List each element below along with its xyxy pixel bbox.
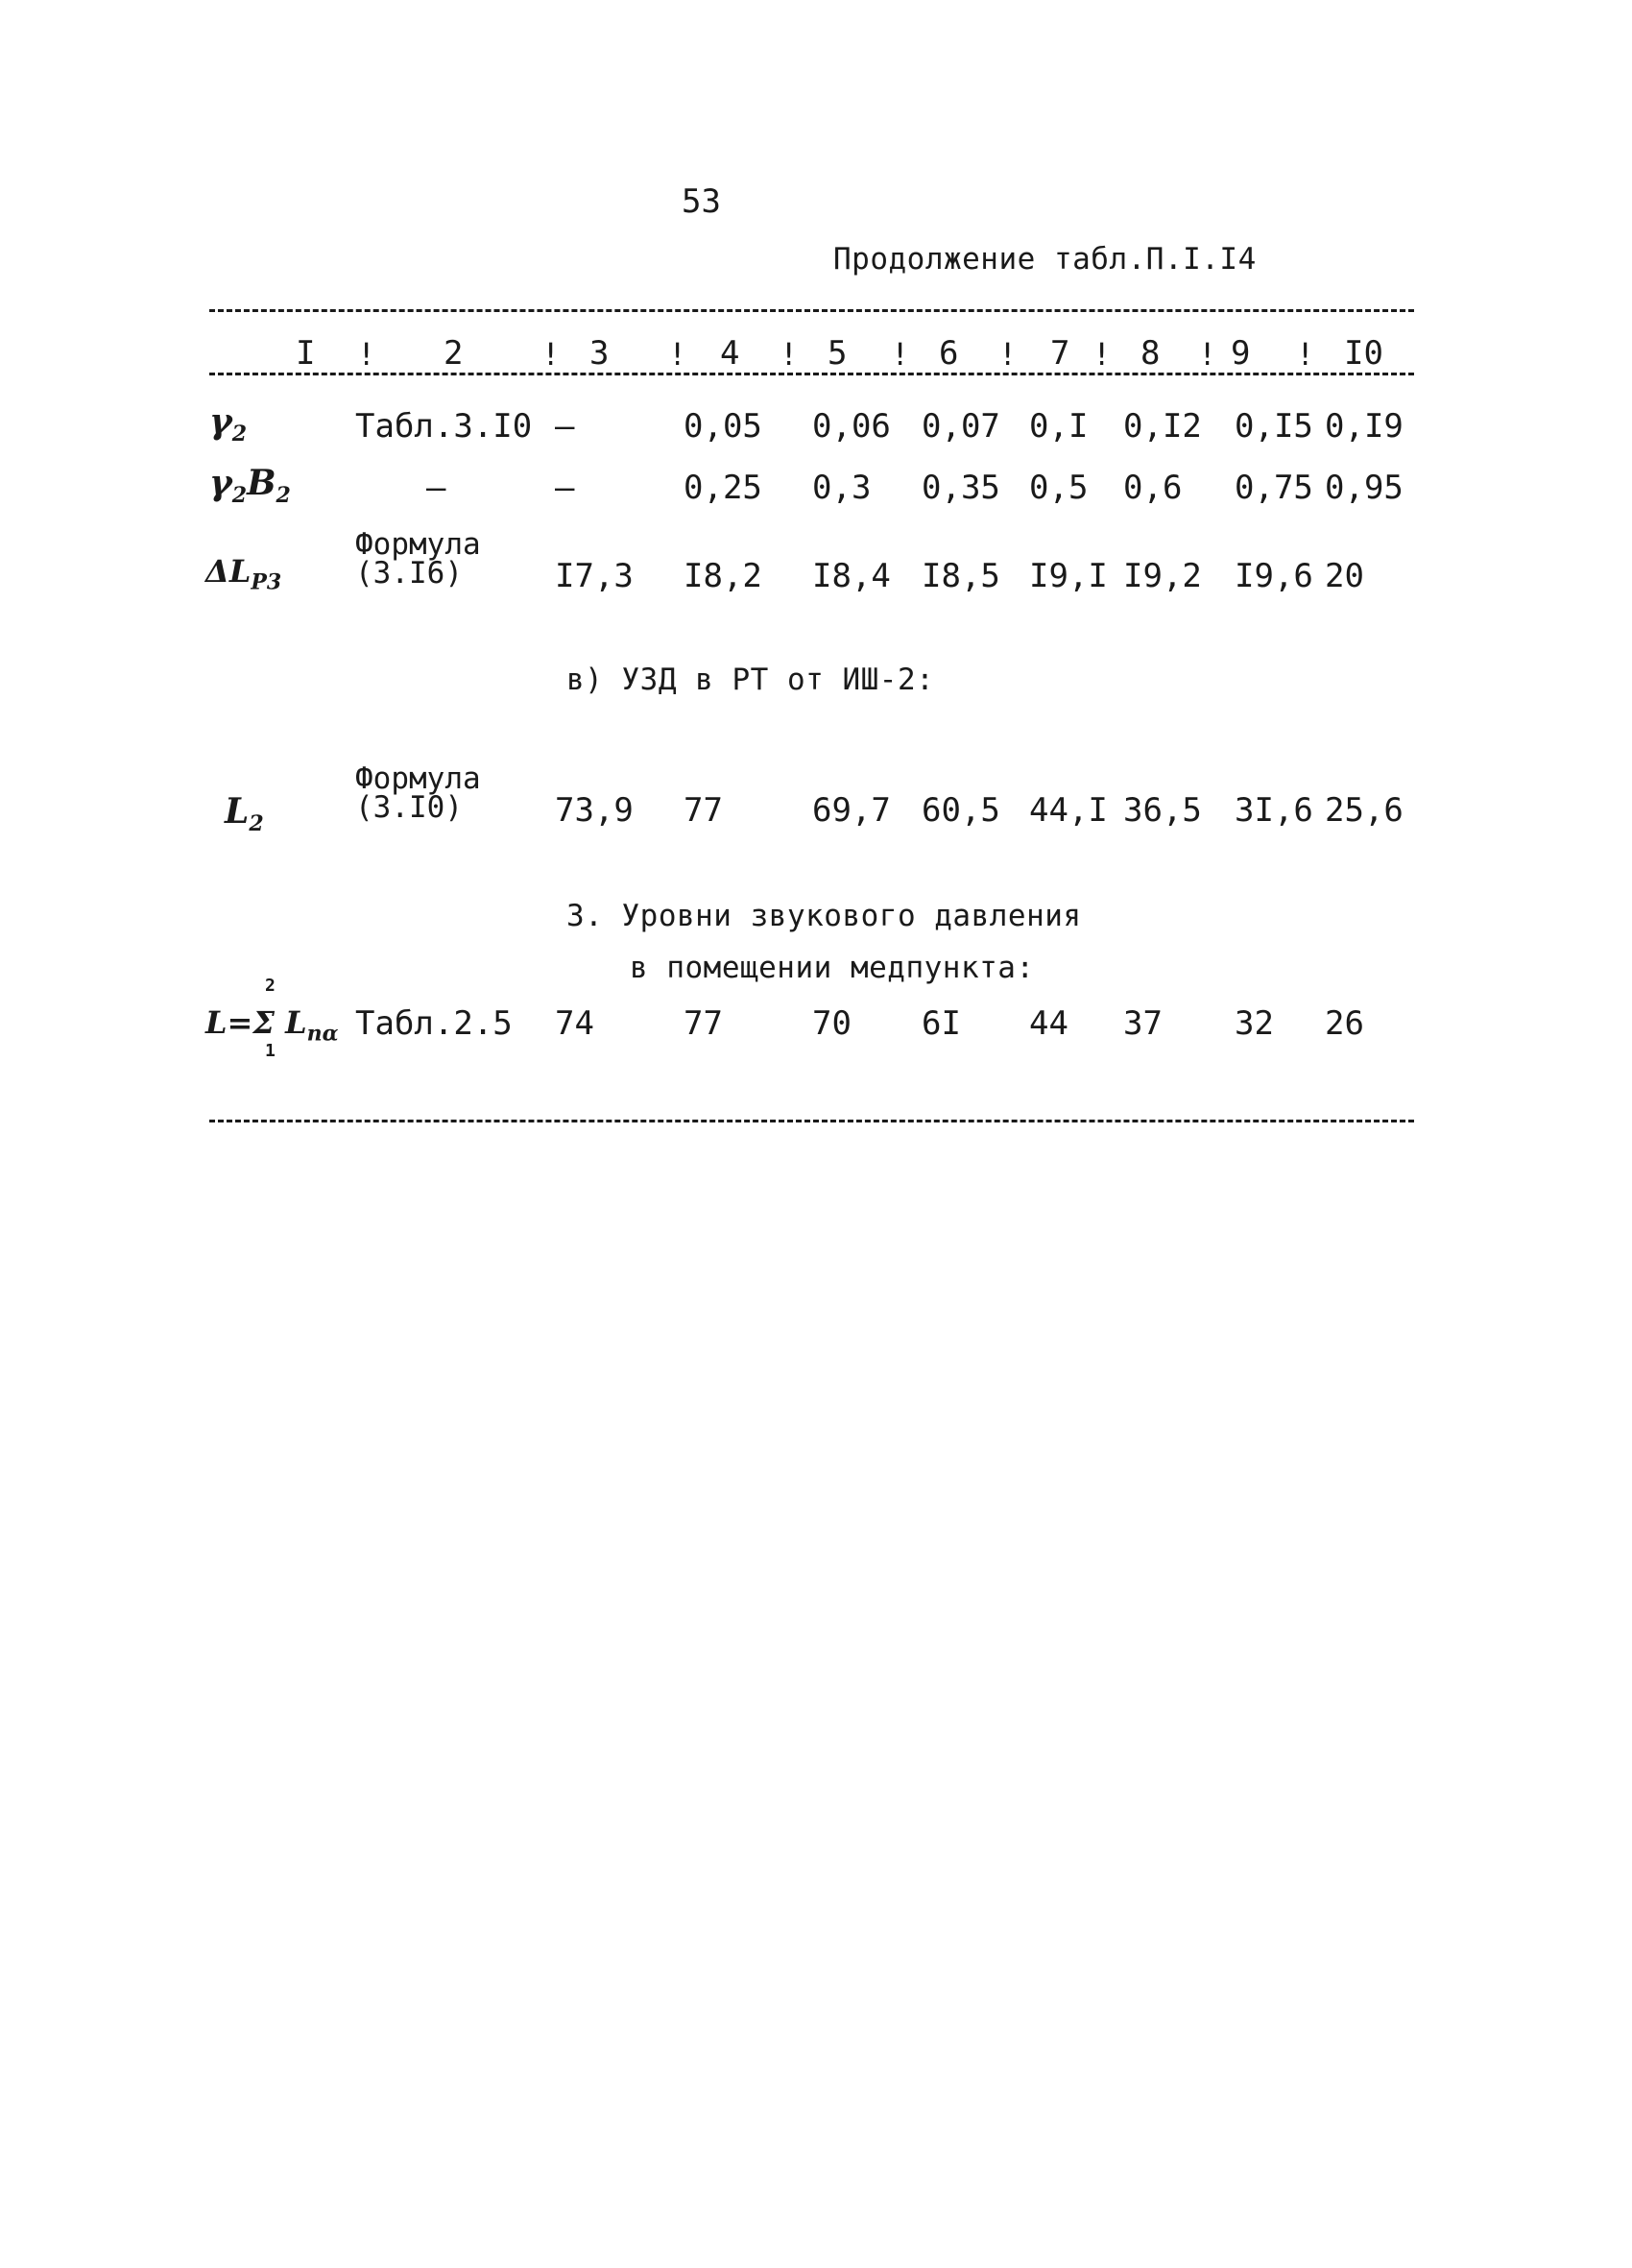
cell-value: 20 xyxy=(1325,557,1364,595)
header-col-2: 2 xyxy=(444,334,464,373)
header-separator: ! xyxy=(780,336,799,373)
header-col-1: I xyxy=(296,334,316,373)
header-separator: ! xyxy=(998,336,1018,373)
row-source: Табл.2.5 xyxy=(355,1004,513,1043)
cell-value: 26 xyxy=(1325,1004,1364,1043)
table-caption: Продолжение табл.П.I.I4 xyxy=(833,242,1257,277)
row-source: Табл.3.I0 xyxy=(355,407,533,446)
header-col-3: 3 xyxy=(589,334,610,373)
section-heading: 3. Уровни звукового давления xyxy=(566,899,1082,933)
cell-value: I7,3 xyxy=(555,557,634,595)
cell-value: 74 xyxy=(555,1004,594,1043)
header-col-5: 5 xyxy=(828,334,848,373)
table-top-rule xyxy=(209,309,1414,312)
cell-value: 77 xyxy=(684,1004,723,1043)
header-separator: ! xyxy=(357,336,376,373)
source-line: (3.I0) xyxy=(355,790,463,825)
cell-value: I9,2 xyxy=(1123,557,1202,595)
cell-value: 0,06 xyxy=(812,407,891,446)
header-underline xyxy=(209,373,1414,375)
header-col-6: 6 xyxy=(939,334,959,373)
cell-value: 3I,6 xyxy=(1235,791,1313,830)
header-separator: ! xyxy=(891,336,910,373)
cell-value: 0,95 xyxy=(1325,469,1404,507)
cell-value: 0,75 xyxy=(1235,469,1313,507)
row-symbol: $\gamma_2$ xyxy=(209,401,248,447)
cell-value: 32 xyxy=(1235,1004,1274,1043)
source-line: Формула xyxy=(355,761,481,796)
header-col-8: 8 xyxy=(1140,334,1161,373)
sum-lower-limit: 1 xyxy=(265,1041,276,1061)
row-source xyxy=(355,527,481,591)
cell-value: 70 xyxy=(812,1004,852,1043)
cell-value: 73,9 xyxy=(555,791,634,830)
header-separator: ! xyxy=(668,336,687,373)
table-bottom-rule xyxy=(209,1120,1414,1122)
cell-value: 0,I xyxy=(1029,407,1089,446)
header-col-10: I0 xyxy=(1344,334,1383,373)
cell-value: 0,I5 xyxy=(1235,407,1313,446)
cell-value: 0,I9 xyxy=(1325,407,1404,446)
row-source: – xyxy=(426,469,446,507)
cell-value: I8,5 xyxy=(922,557,1000,595)
source-line: Формула xyxy=(355,527,481,562)
header-col-7: 7 xyxy=(1050,334,1070,373)
cell-value: 0,5 xyxy=(1029,469,1089,507)
page-number: 53 xyxy=(682,182,721,221)
header-col-4: 4 xyxy=(720,334,740,373)
cell-value: I8,4 xyxy=(812,557,891,595)
cell-value: 0,05 xyxy=(684,407,762,446)
row-symbol: $\gamma_2B_2$ xyxy=(209,463,291,509)
row-symbol: $L_2$ xyxy=(225,791,264,837)
row-symbol: $\Delta L_{P3}$ xyxy=(205,553,282,595)
header-separator: ! xyxy=(541,336,561,373)
cell-value: 0,3 xyxy=(812,469,872,507)
header-separator: ! xyxy=(1198,336,1217,373)
source-line: (3.I6) xyxy=(355,556,463,591)
cell-value: 77 xyxy=(684,791,723,830)
cell-value: 0,35 xyxy=(922,469,1000,507)
sum-upper-limit: 2 xyxy=(265,976,276,996)
header-separator: ! xyxy=(1092,336,1112,373)
row-symbol: L=Σ $L_{n\alpha}$ xyxy=(205,1004,339,1047)
row-source xyxy=(355,761,481,825)
section-heading: в помещении медпункта: xyxy=(630,951,1035,985)
header-col-9: 9 xyxy=(1231,334,1251,373)
header-separator: ! xyxy=(1296,336,1315,373)
cell-value: 60,5 xyxy=(922,791,1000,830)
cell-value: I9,6 xyxy=(1235,557,1313,595)
cell-value: 0,25 xyxy=(684,469,762,507)
cell-value: I9,I xyxy=(1029,557,1108,595)
cell-value: 37 xyxy=(1123,1004,1163,1043)
cell-value: 69,7 xyxy=(812,791,891,830)
cell-value: – xyxy=(555,407,575,446)
section-heading: в) УЗД в РТ от ИШ-2: xyxy=(566,663,935,697)
cell-value: 25,6 xyxy=(1325,791,1404,830)
cell-value: 0,07 xyxy=(922,407,1000,446)
cell-value: – xyxy=(555,469,575,507)
cell-value: 0,I2 xyxy=(1123,407,1202,446)
cell-value: I8,2 xyxy=(684,557,762,595)
cell-value: 0,6 xyxy=(1123,469,1183,507)
cell-value: 36,5 xyxy=(1123,791,1202,830)
cell-value: 44 xyxy=(1029,1004,1068,1043)
cell-value: 44,I xyxy=(1029,791,1108,830)
cell-value: 6I xyxy=(922,1004,961,1043)
